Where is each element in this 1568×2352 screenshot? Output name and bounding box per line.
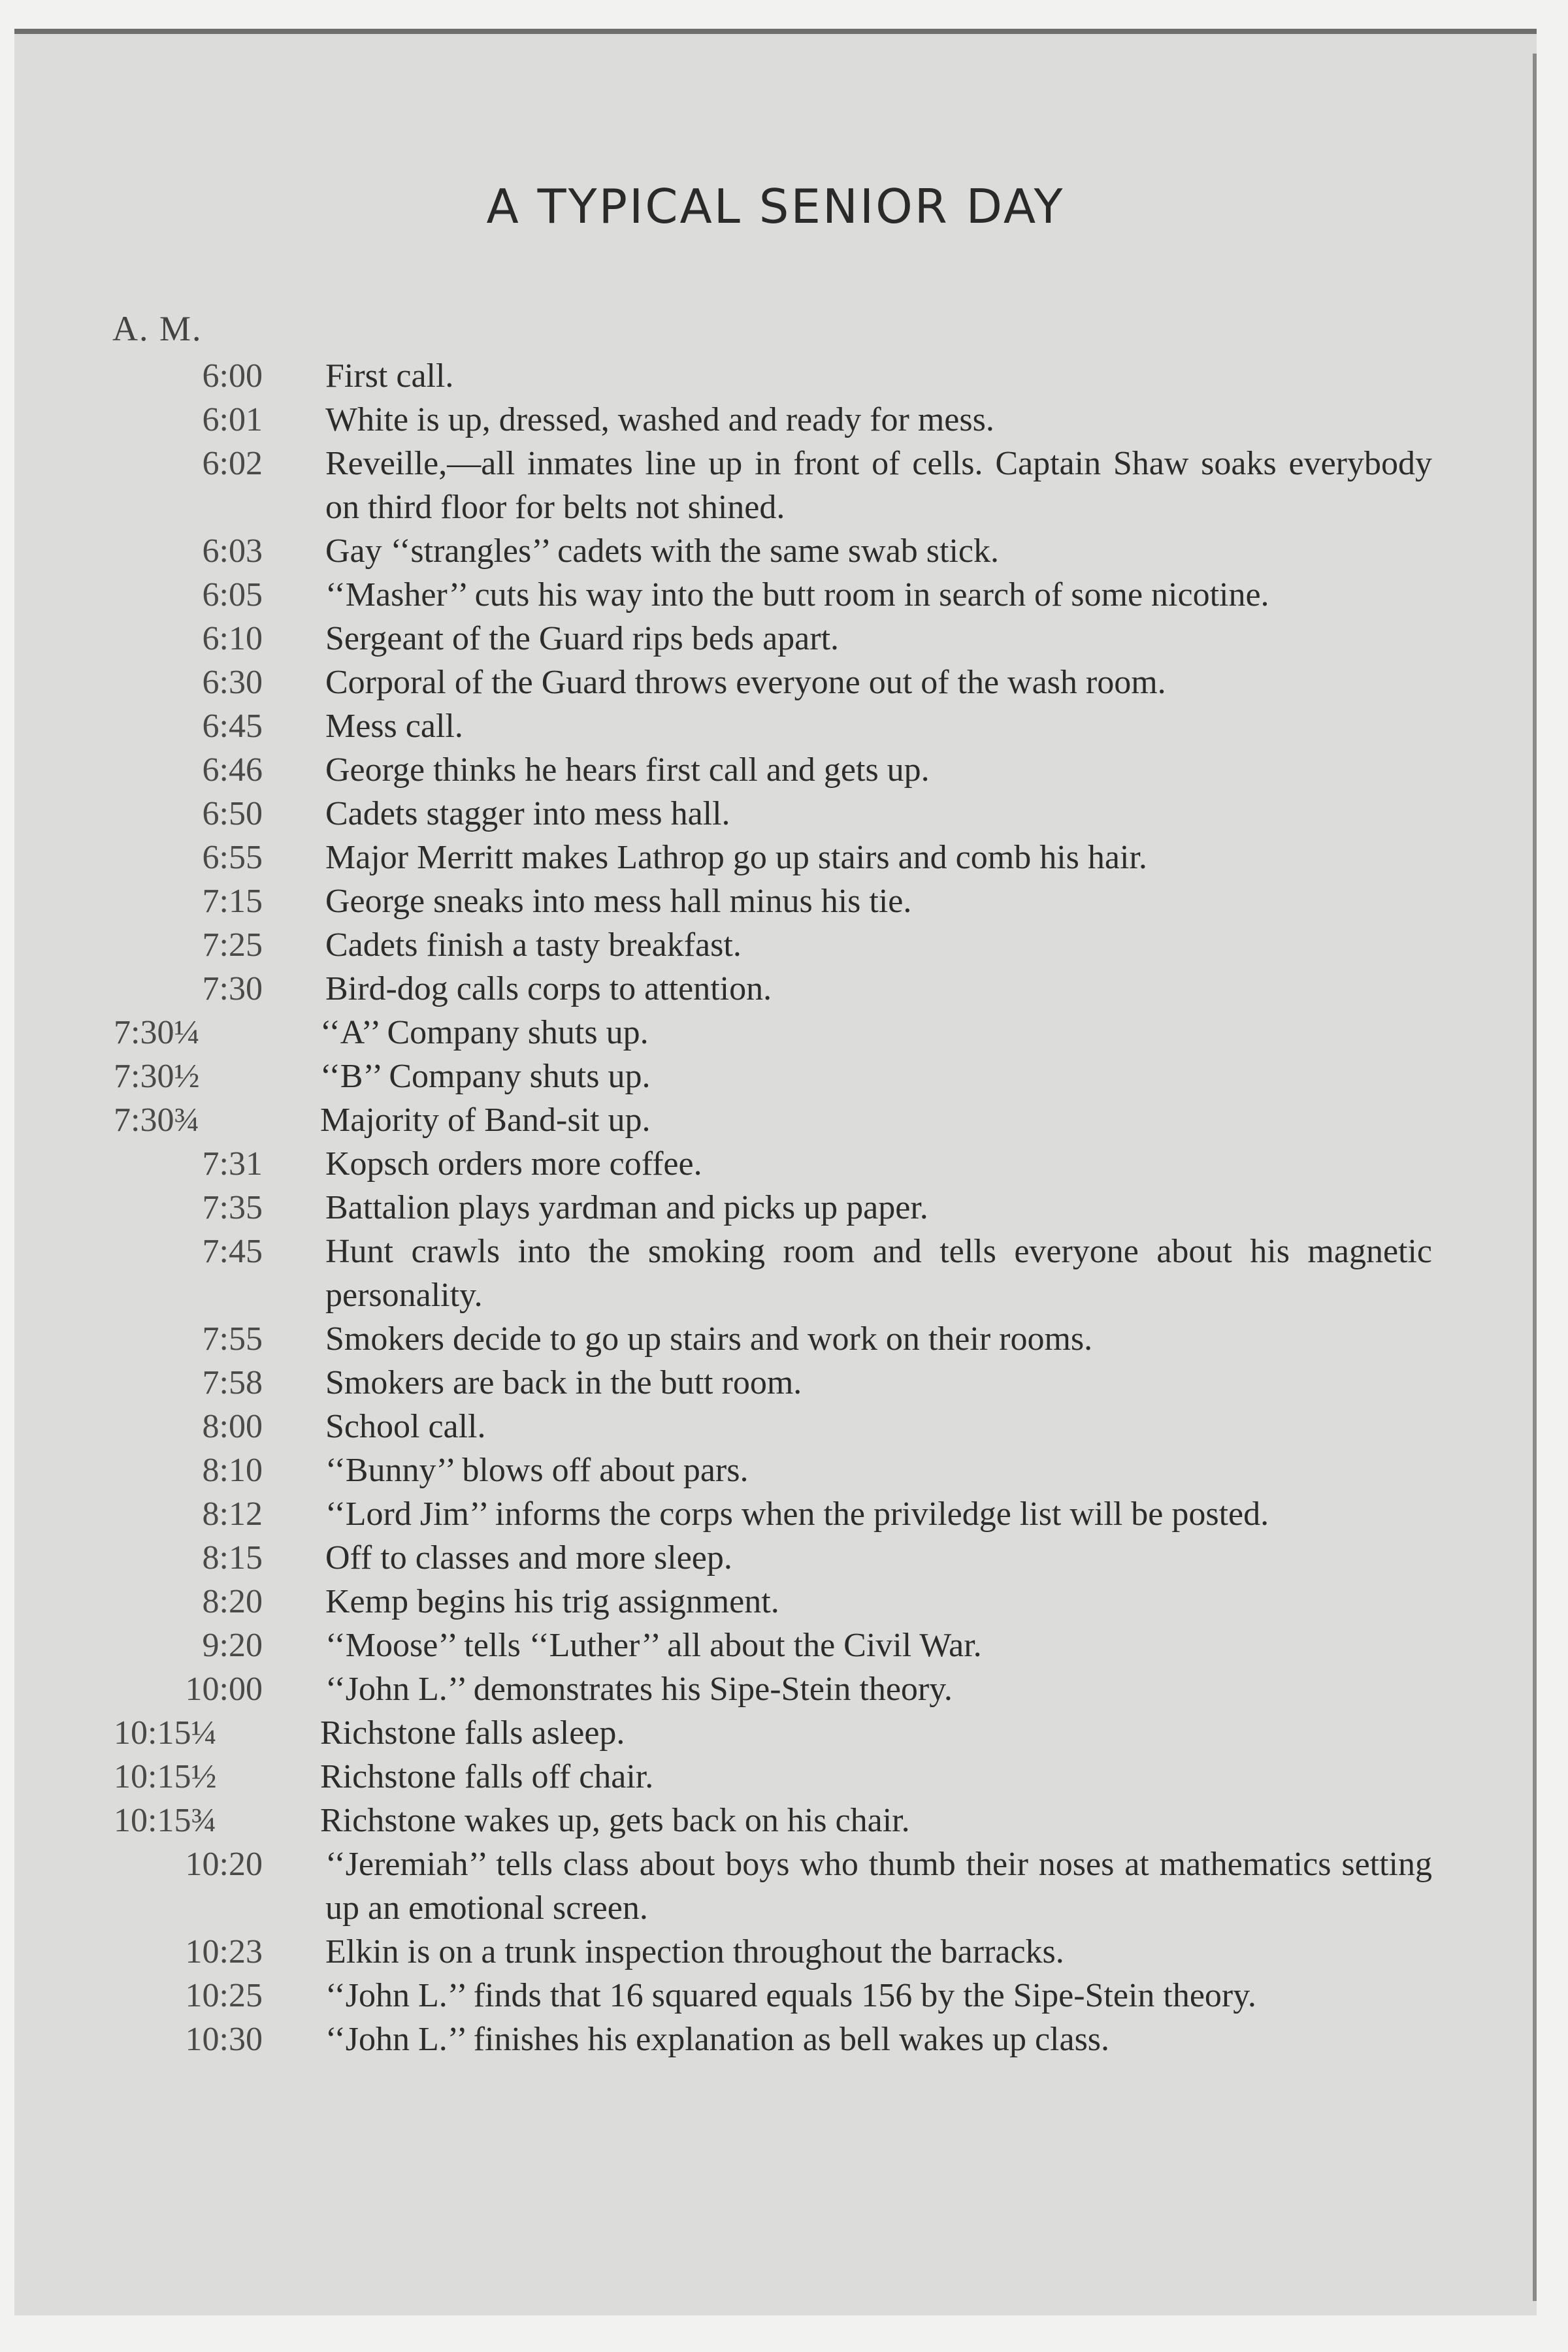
schedule-entry <box>106 1711 1432 1755</box>
entry-text: Hunt crawls into the smoking room and tells everyone about his magnetic personality. <box>325 1233 1432 1314</box>
entry-text: Cadets finish a tasty breakfast. <box>325 926 742 964</box>
entry-time: 10:25 <box>185 1977 263 2014</box>
schedule-entry <box>106 1974 1432 2017</box>
entry-time: 7:30½ <box>114 1058 200 1095</box>
schedule-entry <box>106 398 1432 442</box>
entry-text: Kemp begins his trig assignment. <box>325 1583 779 1620</box>
entry-text: Battalion plays yardman and picks up paper. <box>325 1189 928 1226</box>
page-edge <box>1533 54 1537 2301</box>
entry-time: 6:05 <box>202 576 263 613</box>
page-title: A TYPICAL SENIOR DAY <box>486 179 1065 234</box>
entry-time: 8:12 <box>202 1495 263 1533</box>
schedule-entry <box>106 836 1432 879</box>
entry-text: Richstone falls off chair. <box>320 1758 654 1795</box>
entry-text: ‘‘Bunny’’ blows off about pars. <box>325 1452 749 1489</box>
entry-time: 10:15¼ <box>114 1714 217 1752</box>
entry-time: 7:30¾ <box>114 1102 200 1139</box>
schedule-entry <box>106 1536 1432 1580</box>
entry-text: ‘‘Moose’’ tells ‘‘Luther’’ all about the Civil War. <box>325 1627 982 1664</box>
entry-text: ‘‘Jeremiah’’ tells class about boys who thumb their noses at mathematics setting up an emotional screen. <box>325 1846 1432 1927</box>
entry-text: ‘‘B’’ Company shuts up. <box>320 1058 651 1095</box>
schedule-entry <box>106 1054 1432 1098</box>
schedule-entry <box>106 442 1432 529</box>
entry-time: 9:20 <box>202 1627 263 1664</box>
entry-text: ‘‘John L.’’ demonstrates his Sipe-Stein theory. <box>325 1671 953 1708</box>
schedule-entry <box>106 1667 1432 1711</box>
entry-time: 7:35 <box>202 1189 263 1226</box>
entry-time: 7:31 <box>202 1145 263 1183</box>
entry-time: 6:01 <box>202 401 263 438</box>
schedule-entry <box>106 1842 1432 1930</box>
entry-time: 7:15 <box>202 883 263 920</box>
entry-text: School call. <box>325 1408 486 1445</box>
entry-time: 6:02 <box>202 445 263 482</box>
schedule-entry <box>106 923 1432 967</box>
schedule-entry <box>106 529 1432 573</box>
entry-time: 8:10 <box>202 1452 263 1489</box>
entry-time: 7:58 <box>202 1364 263 1401</box>
entry-time: 7:30 <box>202 970 263 1007</box>
schedule-entry <box>106 1186 1432 1230</box>
schedule-entry <box>106 1492 1432 1536</box>
entry-text: Corporal of the Guard throws everyone out of the wash room. <box>325 664 1166 701</box>
entry-time: 7:45 <box>202 1233 263 1270</box>
entry-text: First call. <box>325 357 454 395</box>
entry-time: 8:15 <box>202 1539 263 1576</box>
schedule-entry <box>106 1142 1432 1186</box>
schedule-entry <box>106 1098 1432 1142</box>
entry-time: 7:30¼ <box>114 1014 200 1051</box>
entry-text: Sergeant of the Guard rips beds apart. <box>325 620 840 657</box>
entry-text: ‘‘John L.’’ finds that 16 squared equals 156 by the Sipe-Stein theory. <box>325 1977 1256 2014</box>
period-label: A. M. <box>112 309 203 348</box>
schedule-entry <box>106 1405 1432 1448</box>
entry-text: Richstone falls asleep. <box>320 1714 625 1752</box>
schedule-entry <box>106 792 1432 836</box>
entry-text: Elkin is on a trunk inspection throughout the barracks. <box>325 1933 1064 1970</box>
entry-time: 6:45 <box>202 708 263 745</box>
schedule-entry <box>106 617 1432 661</box>
entry-text: Reveille,—all inmates line up in front of cells. Captain Shaw soaks everybody on third floor for belts not shined. <box>325 445 1432 526</box>
schedule-entry <box>106 967 1432 1011</box>
schedule-entry <box>106 748 1432 792</box>
entry-time: 10:00 <box>185 1671 263 1708</box>
entry-time: 10:20 <box>185 1846 263 1883</box>
entry-time: 6:03 <box>202 532 263 570</box>
schedule-entry <box>106 1624 1432 1667</box>
entry-text: Bird-dog calls corps to attention. <box>325 970 772 1007</box>
entry-text: George thinks he hears first call and gets up. <box>325 751 930 789</box>
entry-time: 8:20 <box>202 1583 263 1620</box>
entry-time: 7:55 <box>202 1320 263 1358</box>
entry-text: Gay ‘‘strangles’’ cadets with the same swab stick. <box>325 532 999 570</box>
schedule-entry <box>106 1230 1432 1317</box>
entry-text: ‘‘John L.’’ finishes his explanation as bell wakes up class. <box>325 2021 1110 2058</box>
entry-text: Smokers decide to go up stairs and work on their rooms. <box>325 1320 1093 1358</box>
entry-text: Off to classes and more sleep. <box>325 1539 732 1576</box>
entry-time: 10:15½ <box>114 1758 217 1795</box>
schedule-entry <box>106 2017 1432 2061</box>
entry-text: White is up, dressed, washed and ready for mess. <box>325 401 994 438</box>
schedule-list <box>106 354 1432 2061</box>
schedule-entry <box>106 879 1432 923</box>
schedule-entry <box>106 661 1432 704</box>
entry-text: Major Merritt makes Lathrop go up stairs and comb his hair. <box>325 839 1147 876</box>
entry-time: 7:25 <box>202 926 263 964</box>
entry-text: ‘‘Lord Jim’’ informs the corps when the priviledge list will be posted. <box>325 1495 1269 1533</box>
entry-time: 6:10 <box>202 620 263 657</box>
entry-time: 6:50 <box>202 795 263 832</box>
entry-time: 8:00 <box>202 1408 263 1445</box>
entry-time: 10:15¾ <box>114 1802 217 1839</box>
entry-text: Mess call. <box>325 708 463 745</box>
schedule-entry <box>106 1361 1432 1405</box>
schedule-entry <box>106 1930 1432 1974</box>
entry-time: 6:46 <box>202 751 263 789</box>
entry-text: Majority of Band-sit up. <box>320 1102 651 1139</box>
schedule-entry <box>106 573 1432 617</box>
schedule-entry <box>106 704 1432 748</box>
entry-text: Smokers are back in the butt room. <box>325 1364 802 1401</box>
schedule-entry <box>106 1580 1432 1624</box>
schedule-entry <box>106 354 1432 398</box>
schedule-entry <box>106 1799 1432 1842</box>
entry-time: 10:30 <box>185 2021 263 2058</box>
entry-time: 6:00 <box>202 357 263 395</box>
entry-text: ‘‘A’’ Company shuts up. <box>320 1014 649 1051</box>
entry-time: 10:23 <box>185 1933 263 1970</box>
entry-time: 6:30 <box>202 664 263 701</box>
entry-text: Cadets stagger into mess hall. <box>325 795 730 832</box>
schedule-entry <box>106 1011 1432 1054</box>
schedule-entry <box>106 1317 1432 1361</box>
schedule-entry <box>106 1755 1432 1799</box>
book-page <box>14 29 1537 2315</box>
entry-text: Kopsch orders more coffee. <box>325 1145 702 1183</box>
entry-text: George sneaks into mess hall minus his tie. <box>325 883 912 920</box>
entry-text: ‘‘Masher’’ cuts his way into the butt room in search of some nicotine. <box>325 576 1269 613</box>
schedule-entry <box>106 1448 1432 1492</box>
entry-time: 6:55 <box>202 839 263 876</box>
entry-text: Richstone wakes up, gets back on his chair. <box>320 1802 910 1839</box>
